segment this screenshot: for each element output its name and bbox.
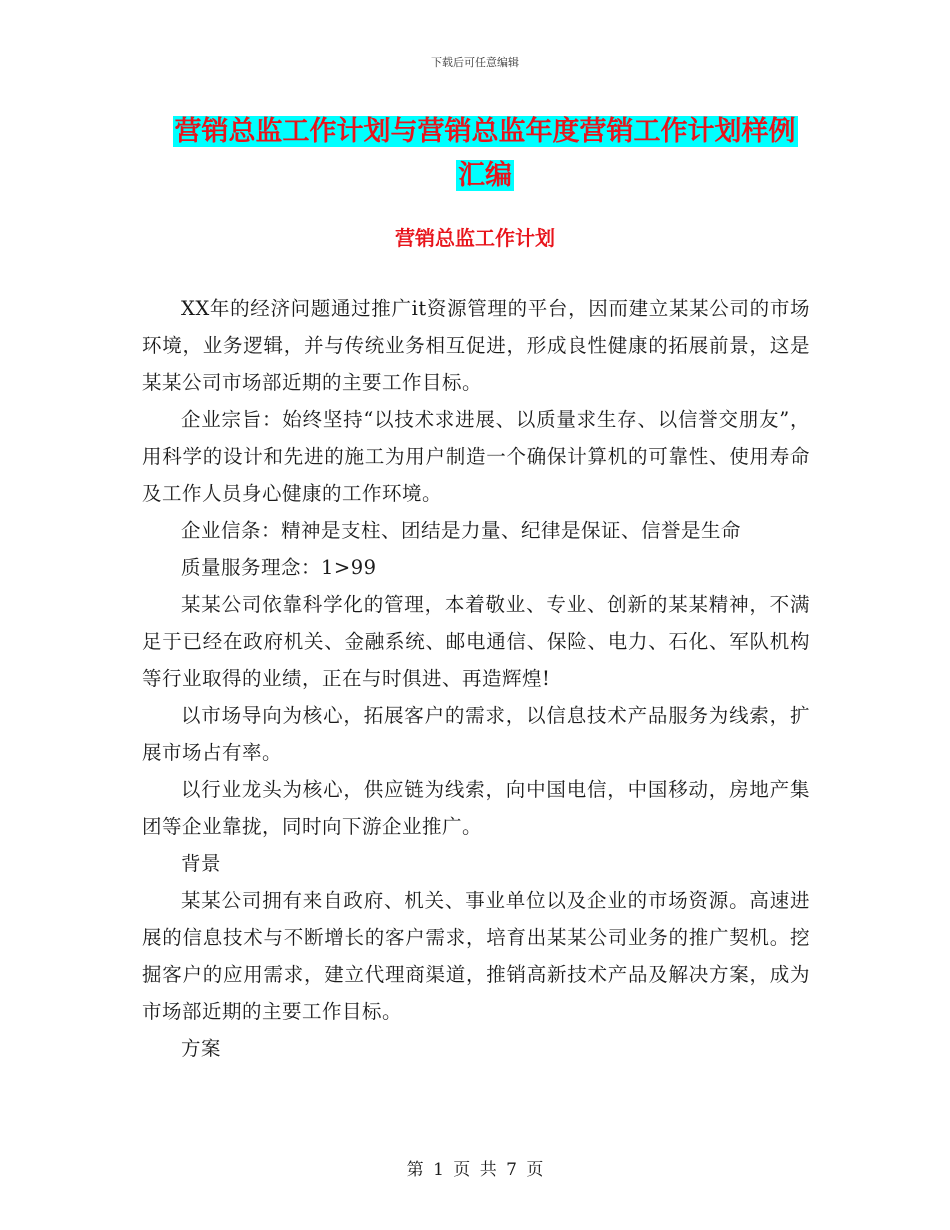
section-heading: 营销总监工作计划 [395,226,555,250]
page-footer: 第 1 页 共 7 页 [406,1160,544,1180]
paragraph-market: 以市场导向为核心，拓展客户的需求，以信息技术产品服务为线索，扩展市场占有率。 [142,704,810,764]
paragraph-background-heading: 背景 [181,852,222,875]
document-title-line2: 汇编 [458,160,512,191]
header-note: 下载后可任意编辑 [431,56,519,69]
paragraph-quality: 质量服务理念：1>99 [181,556,377,579]
paragraph-background: 某某公司拥有来自政府、机关、事业单位以及企业的市场资源。高速进展的信息技术与不断增长的客户需求，培育出某某公司业务的推广契机。挖掘客户的应用需求，建立代理商渠道，推销高新技术产品及解决方案，成为市场部近期的主要工作目标。 [142,889,810,1023]
paragraph-management: 某某公司依靠科学化的管理，本着敬业、专业、创新的某某精神，不满足于已经在政府机关、金融系统、邮电通信、保险、电力、石化、军队机构等行业取得的业绩，正在与时俱进、再造辉煌! [142,593,810,690]
document-title [150,110,820,198]
paragraph-industry: 以行业龙头为核心，供应链为线索，向中国电信，中国移动，房地产集团等企业靠拢，同时向下游企业推广。 [142,778,810,838]
paragraph-creed: 企业信条：精神是支柱、团结是力量、纪律是保证、信誉是生命 [181,519,742,542]
paragraph-mission: 企业宗旨：始终坚持“以技术求进展、以质量求生存、以信誉交朋友”，用科学的设计和先进的施工为用户制造一个确保计算机的可靠性、使用寿命及工作人员身心健康的工作环境。 [142,408,810,505]
document-body [142,290,810,1067]
document-title-line1: 营销总监工作计划与营销总监年度营销工作计划样例 [174,116,796,147]
paragraph-intro: XX年的经济问题通过推广it资源管理的平台，因而建立某某公司的市场环境，业务逻辑，并与传统业务相互促进，形成良性健康的拓展前景，这是某某公司市场部近期的主要工作目标。 [142,297,810,394]
paragraph-plan-heading: 方案 [181,1037,222,1060]
